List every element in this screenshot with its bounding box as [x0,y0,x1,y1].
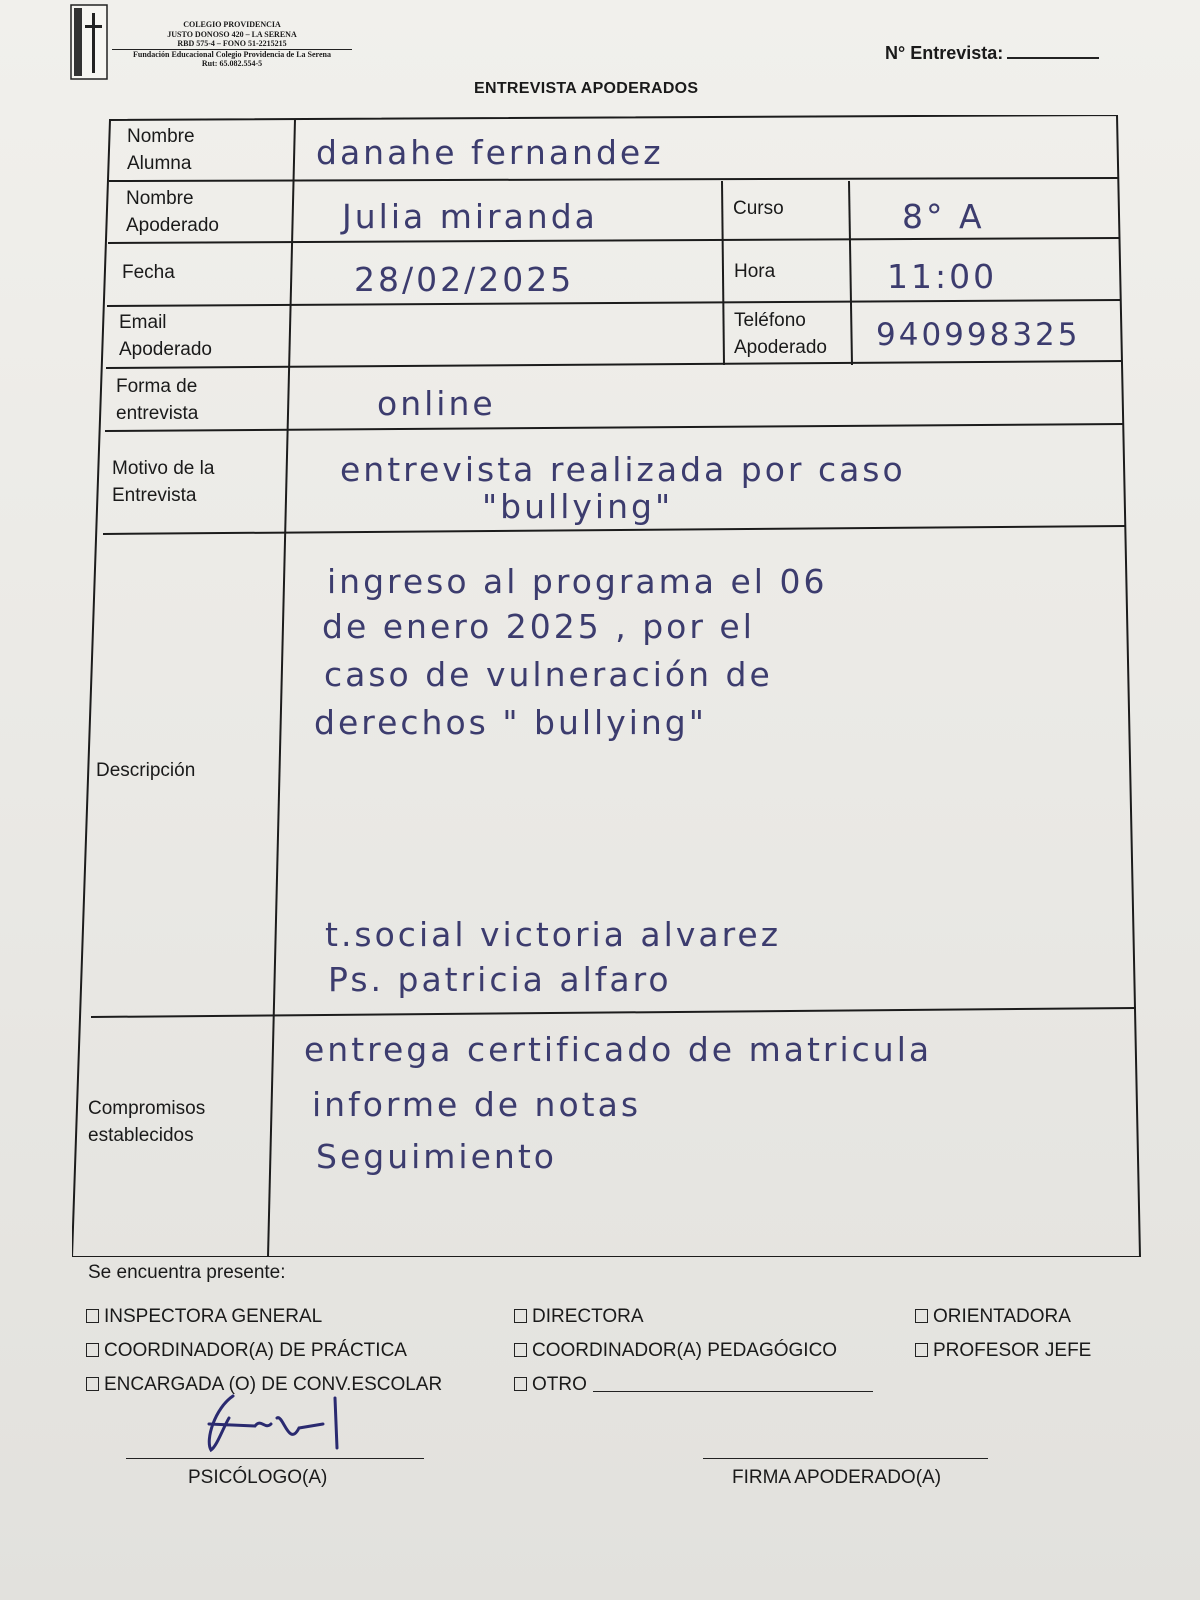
attendance-label: Se encuentra presente: [88,1262,286,1283]
otro-blank[interactable] [593,1375,873,1392]
option-otro[interactable] [514,1374,873,1396]
value-curso[interactable]: 8° A [902,197,985,236]
option-coord-practica-label: COORDINADOR(A) DE PRÁCTICA [104,1340,407,1361]
label-nombre-apoderado [126,185,219,239]
label-fecha: Fecha [122,262,175,283]
entrevista-number-blank[interactable] [1007,41,1099,59]
checkbox-encargada-conv[interactable] [86,1377,99,1391]
checkbox-inspectora[interactable] [86,1309,99,1323]
label-compromisos-l2: establecidos [88,1125,194,1146]
label-nombre-alumna-l2: Alumna [127,153,192,174]
value-compromisos-line-1[interactable]: entrega certificado de matricula [304,1030,933,1069]
school-header [112,20,352,69]
label-nombre-apoderado-l1: Nombre [126,188,194,209]
label-nombre-alumna [127,123,195,177]
psicologo-signature [195,1388,365,1458]
value-forma-entrevista[interactable]: online [377,384,496,423]
checkbox-otro[interactable] [514,1377,527,1391]
value-descripcion-line-2[interactable]: de enero 2025 , por el [322,607,755,646]
value-descripcion-signer-2[interactable]: Ps. patricia alfaro [328,960,672,999]
form-title: ENTREVISTA APODERADOS [474,80,699,97]
label-nombre-apoderado-l2: Apoderado [126,215,219,236]
label-motivo-l2: Entrevista [112,485,197,506]
school-address: JUSTO DONOSO 420 – LA SERENA [167,29,297,39]
checkbox-coord-pedagogico[interactable] [514,1343,527,1357]
psicologo-signature-line [126,1458,424,1459]
value-compromisos-line-2[interactable]: informe de notas [312,1085,642,1124]
option-coord-practica[interactable] [86,1340,407,1362]
label-motivo-l1: Motivo de la [112,458,215,479]
school-rbd: RBD 575-4 – FONO 51-2215215 [112,39,352,50]
label-curso: Curso [733,198,784,219]
label-telefono-l2: Apoderado [734,337,827,358]
value-compromisos-line-3[interactable]: Seguimiento [316,1137,557,1176]
school-name: COLEGIO PROVIDENCIA [183,20,281,29]
option-profesor-jefe-label: PROFESOR JEFE [933,1340,1092,1361]
label-forma-entrevista [116,373,198,427]
option-inspectora[interactable] [86,1306,322,1328]
label-compromisos [88,1095,205,1149]
label-compromisos-l1: Compromisos [88,1098,206,1119]
value-descripcion-line-4[interactable]: derechos " bullying" [314,703,707,742]
entrevista-number [885,41,1099,64]
value-telefono[interactable]: 940998325 [876,317,1081,353]
label-email-l2: Apoderado [119,339,212,360]
label-forma-l2: entrevista [116,403,199,424]
interview-form [72,115,1142,1257]
value-nombre-alumna[interactable]: danahe fernandez [316,133,664,172]
psicologo-label: PSICÓLOGO(A) [188,1467,328,1488]
value-hora[interactable]: 11:00 [887,257,998,296]
checkbox-profesor-jefe[interactable] [915,1343,928,1357]
value-motivo-line-2[interactable]: "bullying" [482,487,674,526]
option-orientadora[interactable] [915,1306,1071,1328]
option-coord-pedagogico-label: COORDINADOR(A) PEDAGÓGICO [532,1340,838,1361]
value-motivo-line-1[interactable]: entrevista realizada por caso [340,450,906,489]
label-email-l1: Email [119,312,167,333]
value-descripcion-line-1[interactable]: ingreso al programa el 06 [327,562,828,601]
apoderado-signature-label: FIRMA APODERADO(A) [732,1467,942,1488]
value-nombre-apoderado[interactable]: Julia miranda [342,197,598,236]
option-directora[interactable] [514,1306,644,1328]
value-descripcion-signer-1[interactable]: t.social victoria alvarez [325,915,782,954]
checkbox-orientadora[interactable] [915,1309,928,1323]
option-orientadora-label: ORIENTADORA [933,1306,1071,1327]
apoderado-signature-line[interactable] [703,1458,988,1459]
school-foundation: Fundación Educacional Colegio Providencia de La Serena [133,49,331,59]
value-fecha[interactable]: 28/02/2025 [354,260,575,299]
checkbox-directora[interactable] [514,1309,527,1323]
school-logo [70,3,108,81]
school-rut: Rut: 65.082.554-5 [201,59,263,68]
label-motivo [112,455,214,509]
option-profesor-jefe[interactable] [915,1340,1091,1362]
option-directora-label: DIRECTORA [532,1306,644,1327]
value-descripcion-line-3[interactable]: caso de vulneración de [324,655,773,694]
label-hora: Hora [734,261,776,282]
label-email [119,309,212,363]
label-telefono [734,307,827,361]
label-telefono-l1: Teléfono [734,310,806,331]
option-encargada-conv-label: ENCARGADA (O) DE CONV.ESCOLAR [104,1374,443,1395]
label-descripcion: Descripción [96,760,196,781]
label-nombre-alumna-l1: Nombre [127,126,195,147]
checkbox-coord-practica[interactable] [86,1343,99,1357]
option-otro-label: OTRO [532,1374,587,1395]
label-forma-l1: Forma de [116,376,198,397]
entrevista-number-label: N° Entrevista: [885,43,1004,63]
option-inspectora-label: INSPECTORA GENERAL [104,1306,323,1327]
option-coord-pedagogico[interactable] [514,1340,837,1362]
